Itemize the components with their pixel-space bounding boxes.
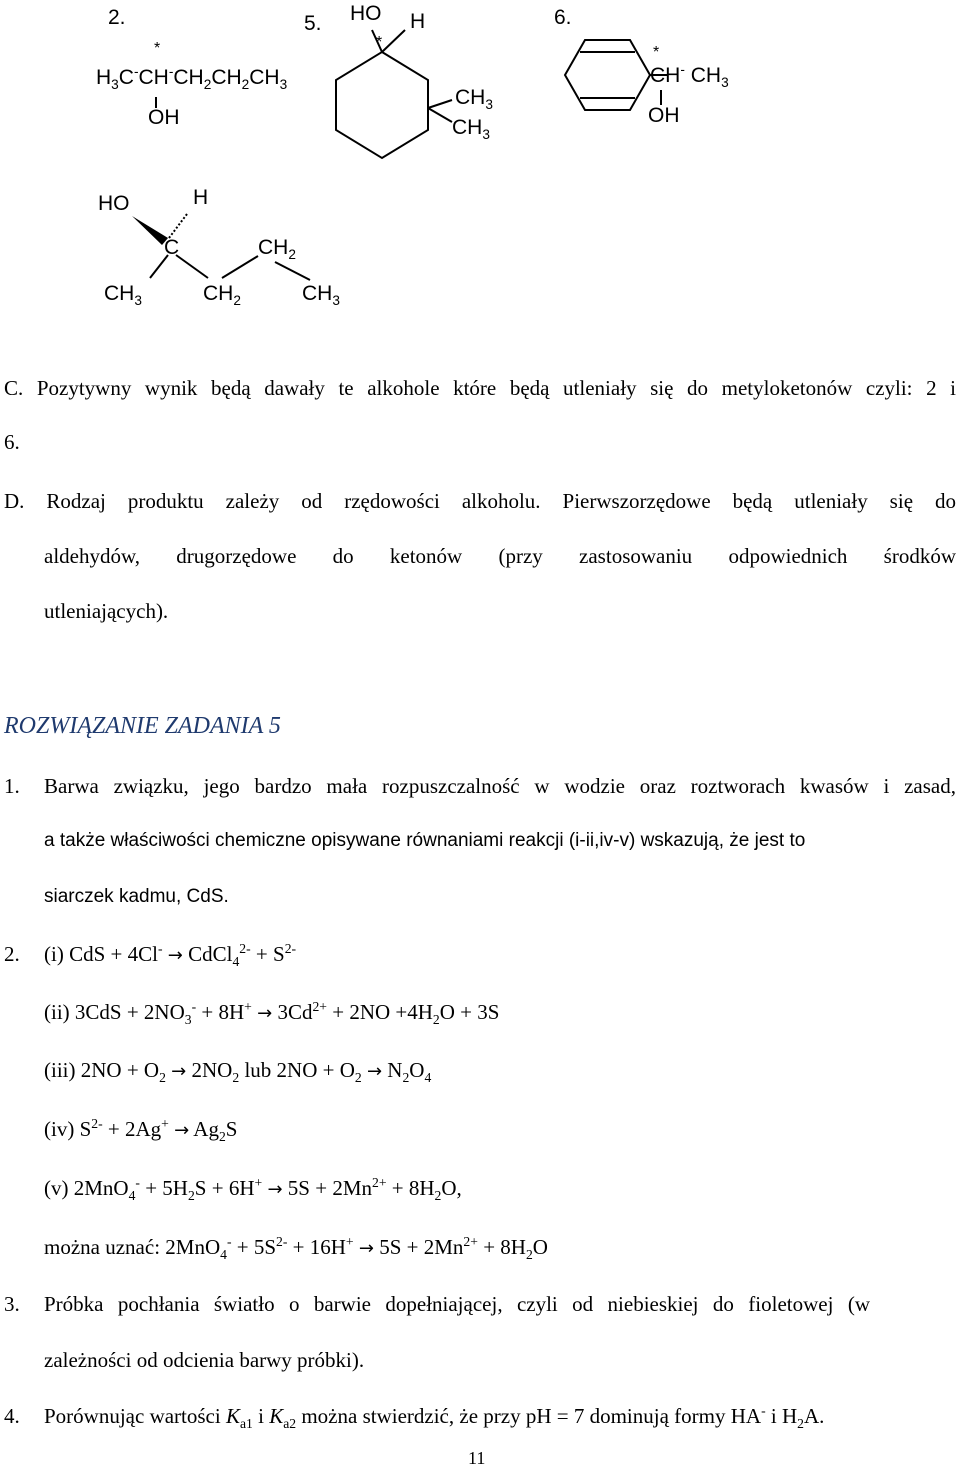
equation-iv: (iv) $S^{2-} + 2Ag^+ \to Ag_2S$ (44, 1116, 238, 1145)
equation-vi: można uznać: $2MnO_4^- + 5S^{2-} + 16H^+ \to 5S + 2Mn^{2+} + 8H_2O$ (44, 1234, 548, 1263)
paragraph-d-line-3: utleniających). (44, 599, 169, 623)
structure-7-ch2-top: $CH_2$ (258, 236, 296, 263)
structure-5-ch3-top: $CH_3$ (455, 86, 493, 113)
structure-6-oh: OH (648, 104, 680, 127)
item-3-line-2: zależności od odcienia barwy próbki). (44, 1348, 365, 1372)
structure-6-formula: CH- $CH_3$ (650, 62, 729, 91)
page-number: 11 (468, 1448, 486, 1468)
structure-number-2: 2. (108, 6, 126, 29)
item-1-line-1: Barwa związku, jego bardzo mała rozpuszczalność w wodzie oraz roztworach kwasów i zasad, (44, 774, 956, 798)
item-1-line-2: a także właściwości chemiczne opisywane równaniami reakcji (i-ii,iv-v) wskazują, że jest to (44, 830, 806, 851)
chiral-star: * (154, 40, 161, 57)
structure-7-ho: HO (98, 192, 130, 215)
item-2-number: 2. (4, 942, 20, 966)
structure-5-ch3-bottom: $CH_3$ (452, 116, 490, 143)
equation-ii: (ii) $3CdS + 2NO_3^- + 8H^+ \to 3Cd^{2+} + 2NO +4H_2O + 3S$ (44, 999, 500, 1028)
item-1-number: 1. (4, 774, 20, 798)
section-heading: ROZWIĄZANIE ZADANIA 5 (4, 713, 281, 739)
item-3-number: 3. (4, 1292, 20, 1316)
item-1-line-3: siarczek kadmu, CdS. (44, 886, 229, 907)
structure-7-ch3-right: $CH_3$ (302, 282, 340, 309)
structure-2-formula: $H_3C^-CH^-CH_2CH_2CH_3$ (96, 64, 288, 93)
equation-v: (v) $2MnO_4^- + 5H_2S + 6H^+ \to 5S + 2Mn^{2+} + 8H_2O$, (44, 1175, 462, 1204)
structure-7-ch3-left: $CH_3$ (104, 282, 142, 309)
structure-2-oh: OH (148, 106, 180, 129)
item-4-number: 4. (4, 1404, 20, 1428)
equation-iii: (iii) $2NO + O_2 \to 2NO_2$ lub $2NO + O_2 \to N_2O_4$ (44, 1058, 432, 1086)
paragraph-c-line-2: 6. (4, 430, 20, 454)
paragraph-c-line-1: C. Pozytywny wynik będą dawały te alkohole które będą utleniały się do metyloketonów czyli: 2 i (4, 376, 956, 400)
equation-i: (i) CdS + 4Cl- → CdCl$_4^{2-}$ + $S^{2-}$ (44, 941, 297, 970)
chiral-star: * (376, 34, 383, 51)
item-4-text: Porównując wartości $K_{a1}$ i $K_{a2}$ można stwierdzić, że przy pH = 7 dominują formy HA- i $H_2A$. (44, 1403, 825, 1432)
structure-bonds (0, 0, 960, 320)
structure-5-h: H (410, 10, 426, 33)
structure-7-c: C (164, 236, 180, 259)
chiral-star: * (653, 44, 660, 61)
structure-7-ch2-bottom: $CH_2$ (203, 282, 241, 309)
paragraph-d-line-2: aldehydów, drugorzędowe do ketonów (przy zastosowaniu odpowiednich środków (44, 544, 956, 568)
structure-5-ho: HO (350, 2, 382, 25)
item-3-line-1: Próbka pochłania światło o barwie dopełniającej, czyli od niebieskiej do fioletowej (w (44, 1292, 870, 1316)
structure-7-h: H (193, 186, 209, 209)
structure-number-6: 6. (554, 6, 572, 29)
paragraph-d-line-1: D. Rodzaj produktu zależy od rzędowości alkoholu. Pierwszorzędowe będą utleniały się do (4, 489, 956, 513)
structure-number-5: 5. (304, 12, 322, 35)
